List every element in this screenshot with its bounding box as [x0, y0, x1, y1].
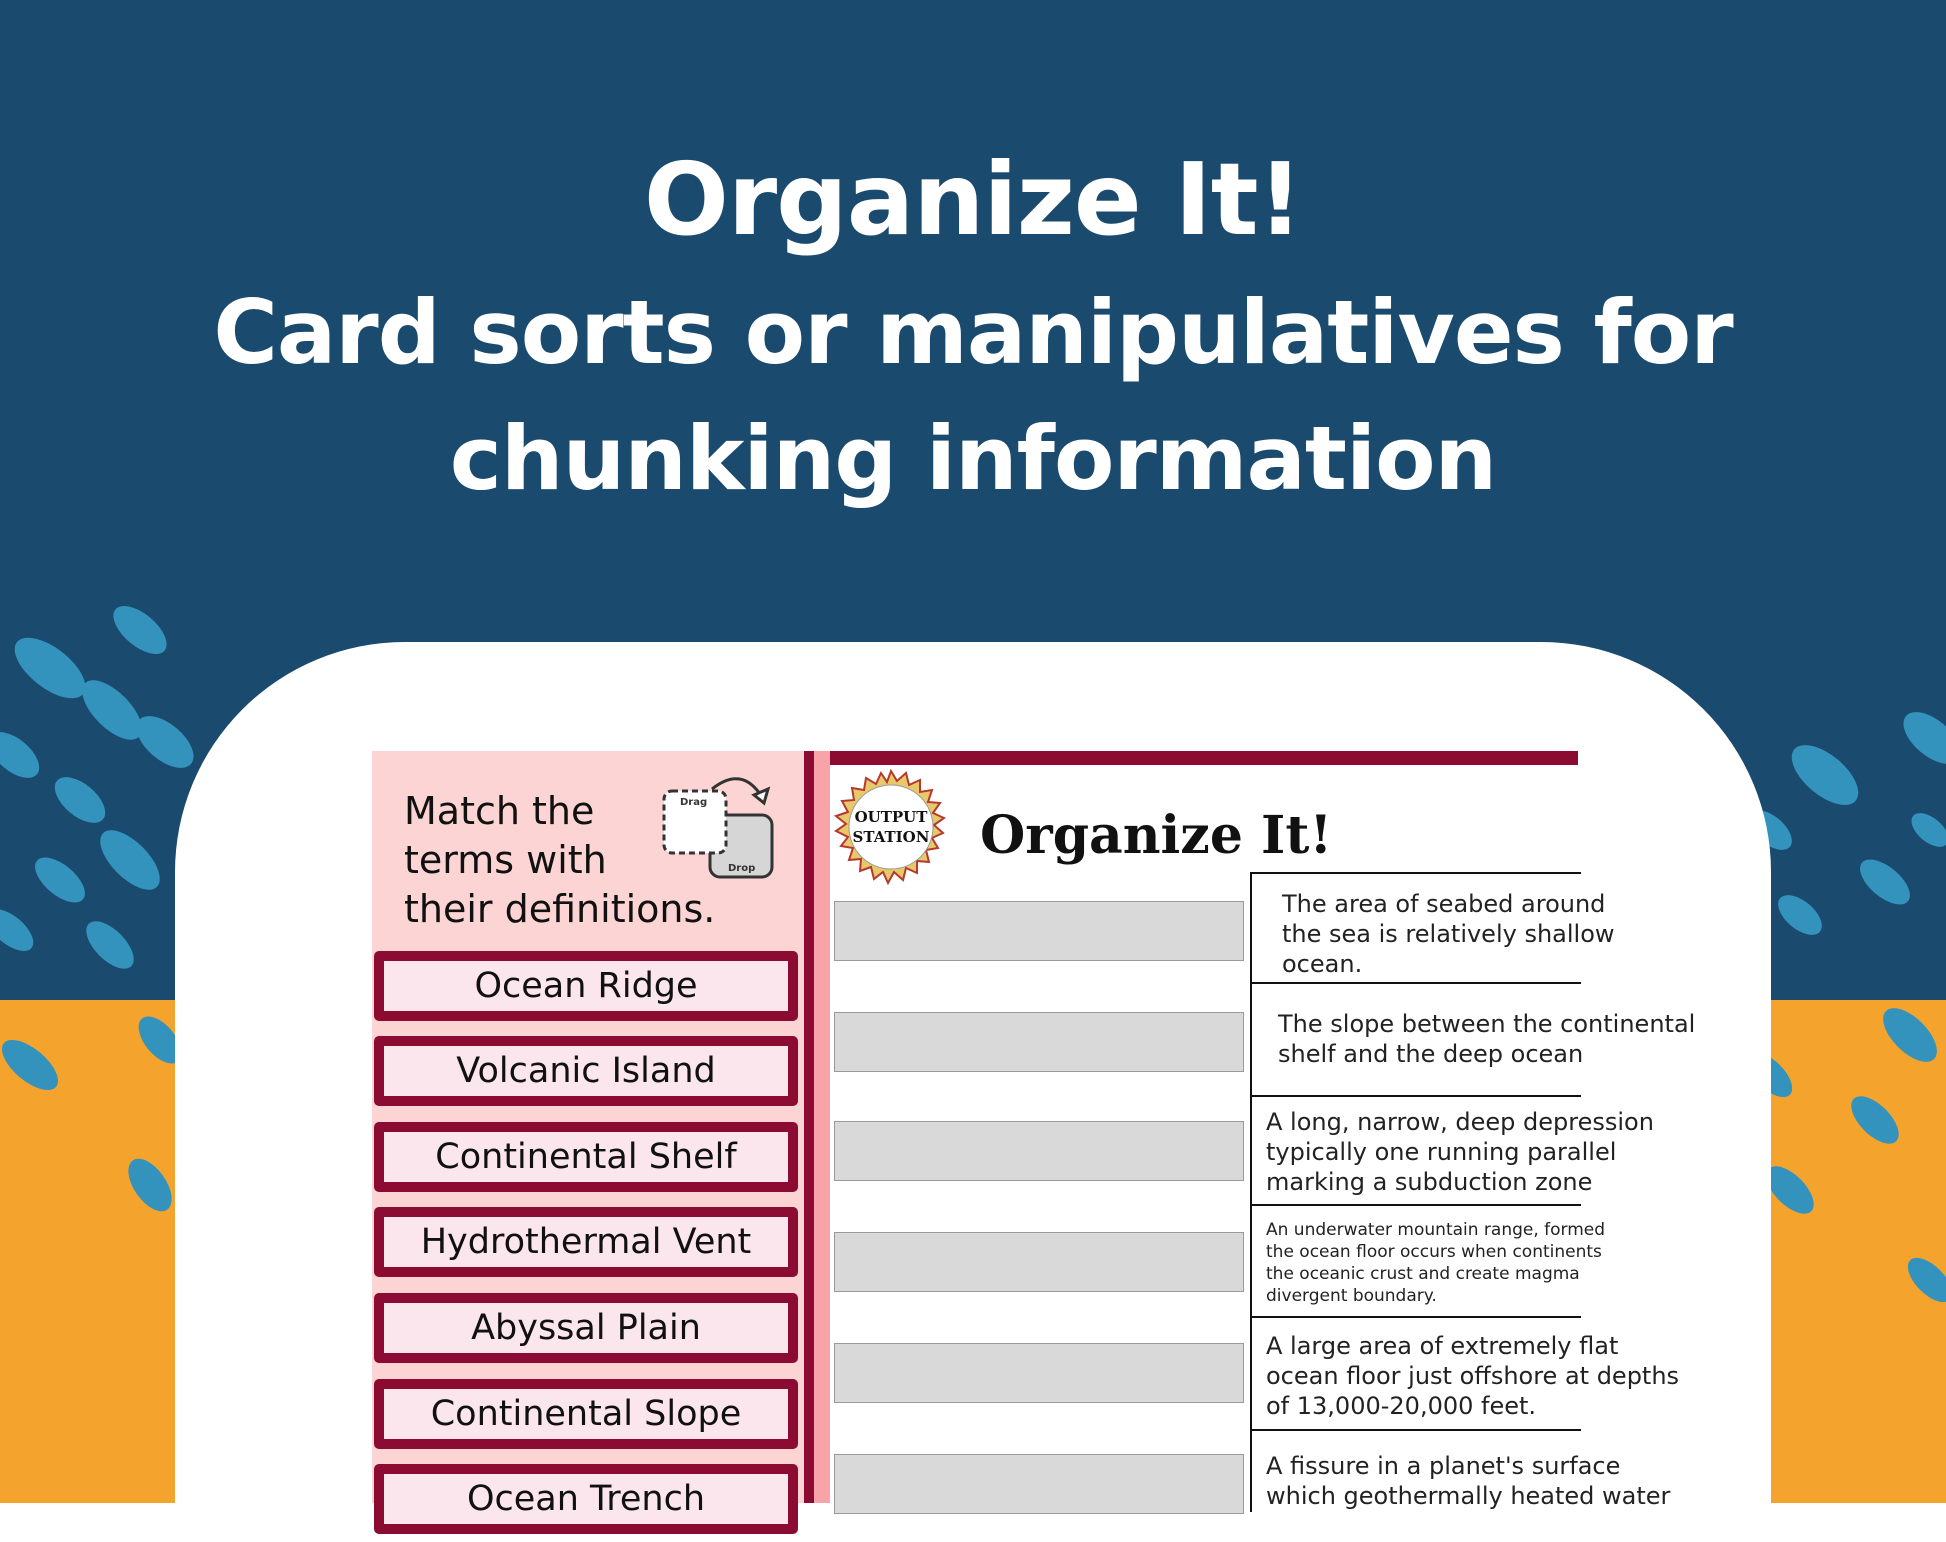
maroon-top-bar [830, 751, 1578, 765]
output-station-badge [830, 769, 952, 891]
definition-text [1266, 1219, 1606, 1307]
drop-slot[interactable] [834, 1232, 1244, 1292]
definition-text [1266, 1451, 1671, 1511]
definition-line: marking a subduction zone [1266, 1168, 1593, 1196]
instruction-line: their definitions. [404, 887, 716, 931]
drop-slot[interactable] [834, 901, 1244, 961]
definition-line: ocean. [1282, 950, 1363, 978]
activity-title: Organize It! [980, 805, 1333, 866]
definition-line: ocean floor just offshore at depths [1266, 1362, 1680, 1390]
definition-divider [1251, 1204, 1581, 1206]
definitions-border [1250, 872, 1252, 1512]
drop-label: Drop [728, 863, 756, 874]
drop-slot[interactable] [834, 1012, 1244, 1072]
instruction-line: Match the [404, 789, 595, 833]
headline-subtitle-line2: chunking information [449, 407, 1497, 510]
drop-slot[interactable] [834, 1121, 1244, 1181]
definition-line: the oceanic crust and create magma [1266, 1264, 1580, 1284]
definition-line: An underwater mountain range, formed [1266, 1220, 1606, 1240]
activity-screenshot [372, 751, 1696, 1519]
definition-text [1266, 1107, 1654, 1197]
term-card[interactable]: Continental Shelf [374, 1122, 798, 1192]
drop-slot[interactable] [834, 1454, 1244, 1514]
panel-stripe [814, 751, 830, 1503]
badge-line1: OUTPUT [854, 808, 928, 826]
definition-divider [1251, 982, 1581, 984]
badge-line2: STATION [852, 828, 930, 846]
term-card[interactable]: Hydrothermal Vent [374, 1207, 798, 1277]
term-card[interactable]: Volcanic Island [374, 1036, 798, 1106]
definition-divider [1251, 1316, 1581, 1318]
headline-subtitle-line1: Card sorts or manipulatives for [213, 281, 1733, 384]
definition-line: A large area of extremely flat [1266, 1332, 1619, 1360]
definition-line: shelf and the deep ocean [1278, 1040, 1584, 1068]
definition-divider [1251, 1429, 1581, 1431]
headline [0, 130, 1946, 522]
definition-line: divergent boundary. [1266, 1286, 1437, 1306]
definition-divider [1251, 1095, 1581, 1097]
term-card[interactable]: Ocean Trench [374, 1464, 798, 1534]
definition-line: which geothermally heated water [1266, 1482, 1671, 1510]
definition-text [1278, 1009, 1696, 1069]
instruction-line: terms with [404, 838, 607, 882]
definition-line: The slope between the continental [1278, 1010, 1696, 1038]
definition-line: typically one running parallel [1266, 1138, 1617, 1166]
drop-slot[interactable] [834, 1343, 1244, 1403]
term-card[interactable]: Continental Slope [374, 1379, 798, 1449]
panel-divider [804, 751, 814, 1503]
definition-line: A long, narrow, deep depression [1266, 1108, 1654, 1136]
definition-line: the ocean floor occurs when continents [1266, 1242, 1602, 1262]
headline-title: Organize It! [643, 141, 1303, 258]
definition-text [1266, 1331, 1680, 1421]
definition-line: The area of seabed around [1282, 890, 1606, 918]
definition-line: the sea is relatively shallow [1282, 920, 1615, 948]
term-card[interactable]: Ocean Ridge [374, 951, 798, 1021]
definition-line: of 13,000-20,000 feet. [1266, 1392, 1537, 1420]
drag-label: Drag [680, 797, 708, 808]
drag-drop-icon [654, 771, 784, 887]
definition-text [1282, 889, 1615, 979]
term-card[interactable]: Abyssal Plain [374, 1293, 798, 1363]
definition-divider [1251, 872, 1581, 874]
definition-line: A fissure in a planet's surface [1266, 1452, 1621, 1480]
